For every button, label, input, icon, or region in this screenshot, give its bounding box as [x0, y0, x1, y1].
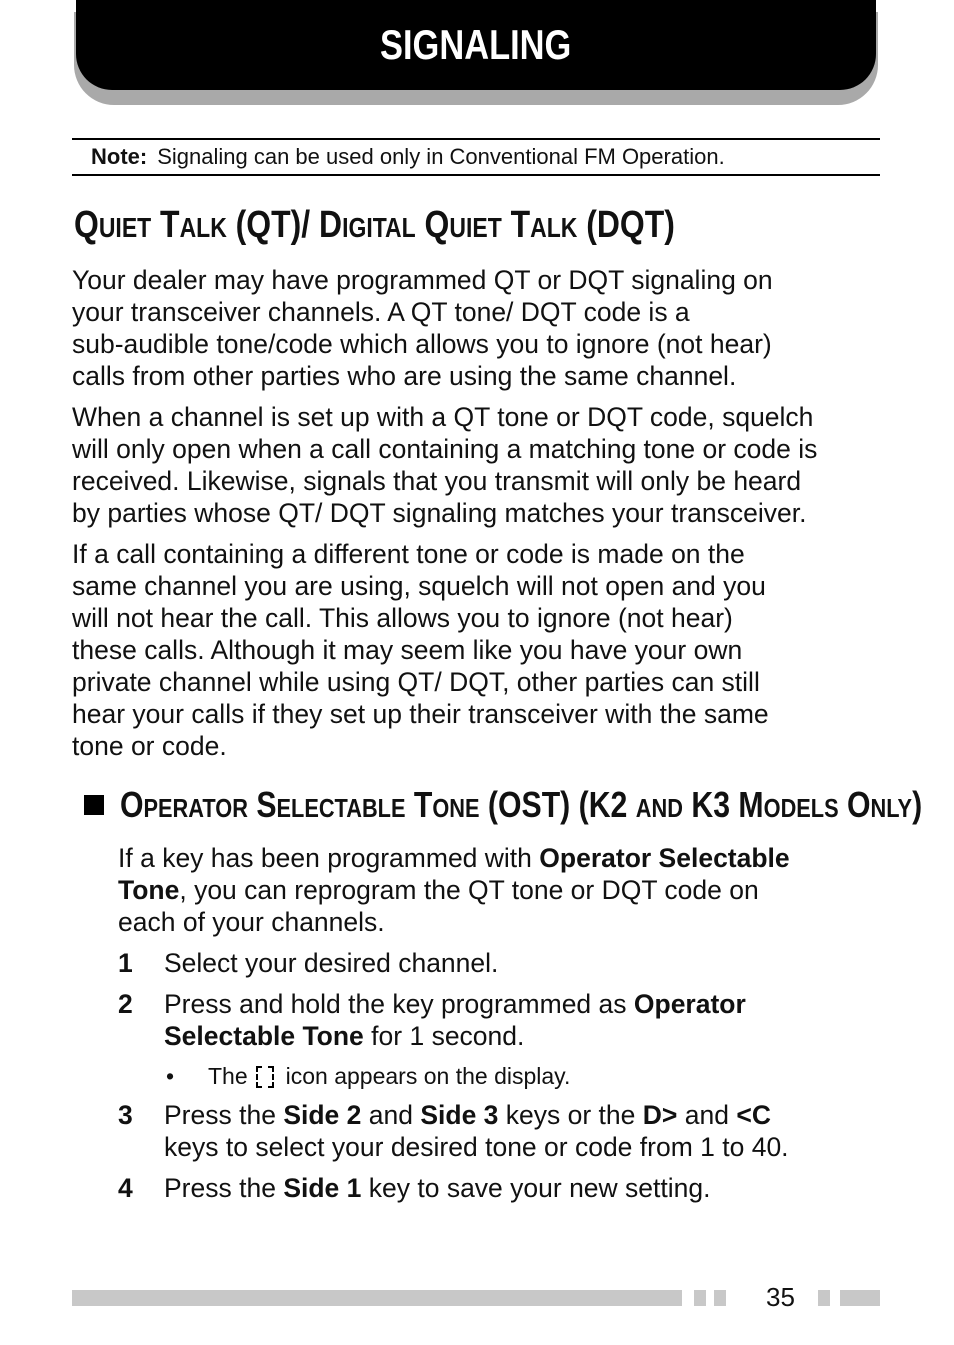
header-band: [76, 0, 876, 90]
line: sub-audible tone/code which allows you to ignore (not hear): [72, 329, 772, 359]
footer-tick: [818, 1290, 830, 1306]
text-run: and: [677, 1100, 737, 1130]
note-box: [72, 138, 880, 176]
heading-char: O: [120, 784, 144, 825]
heading-char: O: [847, 784, 871, 825]
bullet-dot: •: [166, 1063, 175, 1089]
text-run: Press the: [164, 1100, 284, 1130]
note-text: Signaling can be used only in Conventional FM Operation.: [157, 144, 725, 169]
text-run: , you can reprogram the QT tone or DQT code on: [179, 875, 759, 905]
heading-smallcaps: UIET: [449, 212, 502, 243]
ost-heading-text: [120, 784, 922, 826]
text-run: and: [361, 1100, 421, 1130]
line: by parties whose QT/ DQT signaling matches your transceiver.: [72, 498, 807, 528]
heading-char: M: [738, 784, 764, 825]
paragraph-3: [72, 538, 892, 762]
page-number: 35: [766, 1282, 795, 1312]
heading-char: D: [319, 204, 343, 246]
line: tone or code.: [72, 731, 227, 761]
line: these calls. Although it may seem like you have your own: [72, 635, 743, 665]
sub-note: [208, 1062, 570, 1090]
text-run: Select your desired channel.: [164, 948, 499, 978]
line: received. Likewise, signals that you transmit will only be heard: [72, 466, 802, 496]
footer-tick: [694, 1290, 706, 1306]
ost-intro: [118, 842, 878, 938]
square-bullet-icon: [84, 795, 104, 815]
heading-char: T: [510, 204, 531, 246]
line: If a call containing a different tone or code is made on the: [72, 539, 745, 569]
line: will not hear the call. This allows you to ignore (not hear): [72, 603, 733, 633]
heading-abbrev: (DQT): [586, 204, 675, 246]
note-label: Note:: [91, 144, 148, 169]
step-text: [164, 988, 884, 1052]
paragraph-2: [72, 401, 892, 529]
bold-term: Operator Selectable: [539, 843, 790, 873]
heading-smallcaps: ONE: [432, 795, 480, 823]
section-heading-ost: [84, 784, 954, 826]
heading-smallcaps: ELECTABLE: [276, 795, 406, 823]
text-run: for 1 second.: [363, 1021, 525, 1051]
line: same channel you are using, squelch will not open and you: [72, 571, 766, 601]
heading-smallcaps: PERATOR: [143, 795, 248, 823]
step-number: 2: [118, 989, 133, 1019]
bold-term: Selectable Tone: [164, 1021, 364, 1051]
bold-term: <C: [736, 1100, 771, 1130]
heading-smallcaps: AND: [635, 795, 683, 823]
text-run: The: [208, 1063, 248, 1089]
step-text: [164, 1099, 884, 1163]
page-title: SIGNALING: [380, 21, 572, 68]
bold-term: Side 3: [420, 1100, 499, 1130]
line: Your dealer may have programmed QT or DQT signaling on: [72, 265, 773, 295]
bold-term: Side 1: [283, 1173, 362, 1203]
heading-char: T: [413, 784, 433, 825]
text-run: keys or the: [498, 1100, 643, 1130]
paragraph-1: [72, 264, 892, 392]
bold-term: Side 2: [283, 1100, 362, 1130]
line: hear your calls if they set up their transceiver with the same: [72, 699, 769, 729]
heading-abbrev: (QT)/: [235, 204, 311, 246]
channel-display-icon: [256, 1066, 274, 1088]
bold-term: D>: [642, 1100, 678, 1130]
step-number: 3: [118, 1100, 133, 1130]
heading-smallcaps: NLY: [870, 795, 913, 823]
footer-tick: [714, 1290, 726, 1306]
text-run: Press and hold the key programmed as: [164, 989, 634, 1019]
step-text: [164, 1172, 884, 1204]
heading-abbrev: (OST) (K2: [487, 784, 628, 825]
heading-smallcaps: ALK: [530, 212, 578, 243]
text-run: If a key has been programmed with: [118, 843, 540, 873]
heading-abbrev: K3: [691, 784, 731, 825]
text-run: key to save your new setting.: [361, 1173, 711, 1203]
heading-smallcaps: UIET: [98, 212, 152, 243]
line: private channel while using QT/ DQT, other parties can still: [72, 667, 760, 697]
heading-char: ): [912, 784, 923, 825]
section-heading-qt-dqt: [74, 204, 675, 247]
text-run: Press the: [164, 1173, 284, 1203]
heading-smallcaps: ODELS: [763, 795, 839, 823]
step-number: 1: [118, 948, 133, 978]
heading-char: Q: [74, 204, 99, 246]
heading-smallcaps: ALK: [179, 212, 227, 243]
heading-char: T: [160, 204, 180, 246]
bold-term: Operator: [633, 989, 746, 1019]
heading-char: Q: [424, 204, 450, 246]
heading-smallcaps: IGITAL: [342, 212, 416, 243]
footer-bar-end: [840, 1290, 880, 1306]
bold-term: Tone: [118, 875, 180, 905]
line: will only open when a call containing a matching tone or code is: [72, 434, 818, 464]
line: When a channel is set up with a QT tone or DQT code, squelch: [72, 402, 814, 432]
text-run: icon appears on the display.: [285, 1063, 571, 1089]
step-text: [164, 947, 884, 979]
line: calls from other parties who are using the same channel.: [72, 361, 737, 391]
step-number: 4: [118, 1173, 133, 1203]
footer-bar: [72, 1290, 682, 1306]
line: your transceiver channels. A QT tone/ DQT code is a: [72, 297, 690, 327]
text-run: each of your channels.: [118, 907, 385, 937]
heading-char: S: [256, 784, 277, 825]
text-run: keys to select your desired tone or code from 1 to 40.: [164, 1132, 789, 1162]
